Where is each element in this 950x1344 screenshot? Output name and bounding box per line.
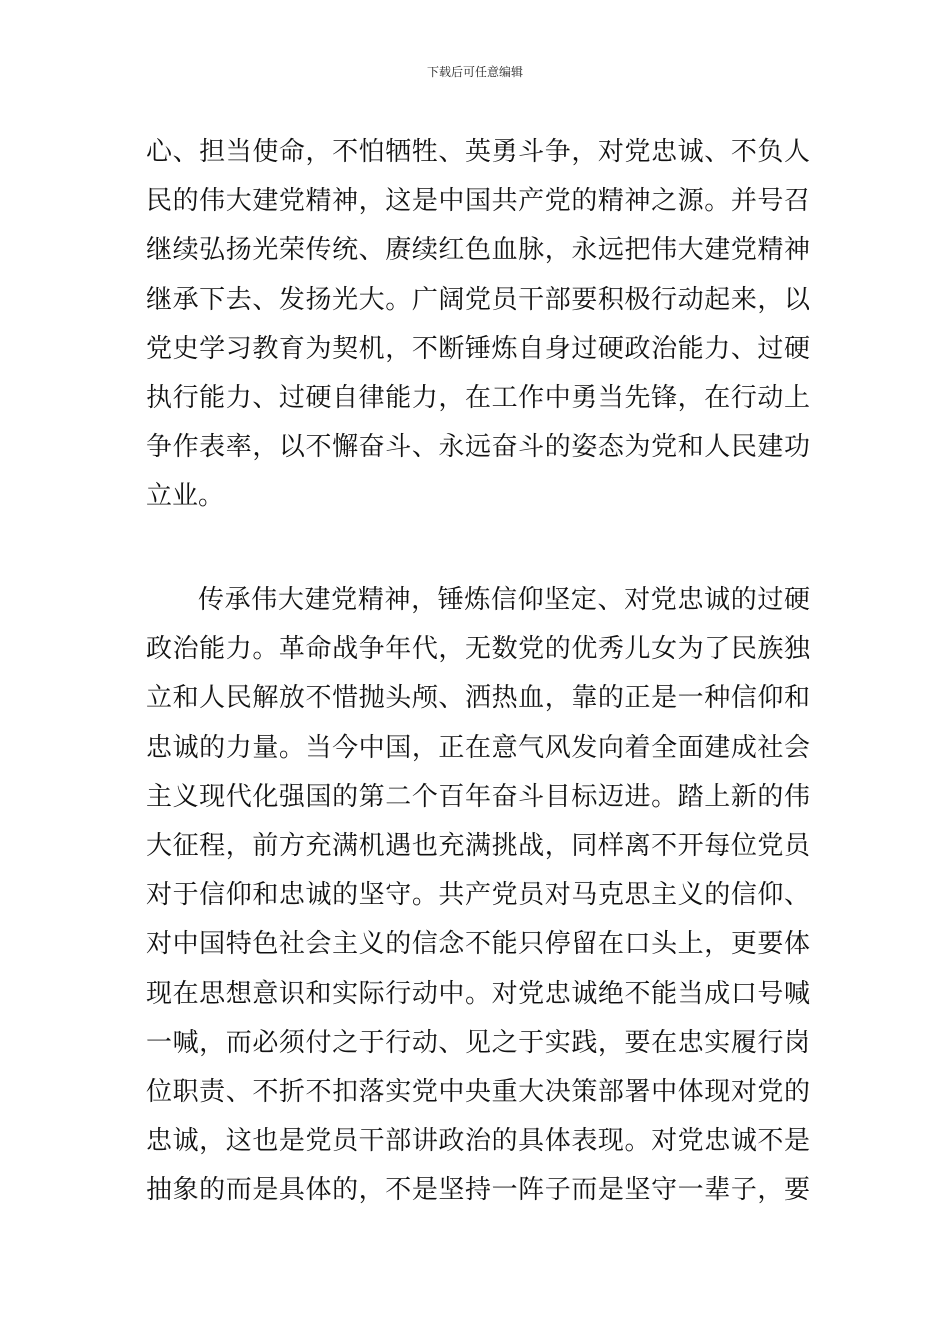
paragraph-line: 主义现代化强国的第二个百年奋斗目标迈进。踏上新的伟 bbox=[146, 781, 810, 812]
paragraph-line: 争作表率，以不懈奋斗、永远奋斗的姿态为党和人民建功 bbox=[146, 432, 810, 463]
paragraph-line: 立业。 bbox=[146, 481, 225, 512]
paragraph-line: 执行能力、过硬自律能力，在工作中勇当先锋，在行动上 bbox=[146, 382, 810, 413]
paragraph-line: 党史学习教育为契机，不断锤炼自身过硬政治能力、过硬 bbox=[146, 333, 810, 364]
paragraph-2 bbox=[146, 576, 810, 1215]
paragraph-line: 忠诚的力量。当今中国，正在意气风发向着全面建成社会 bbox=[146, 732, 810, 763]
paragraph-line: 大征程，前方充满机遇也充满挑战，同样离不开每位党员 bbox=[146, 830, 810, 861]
paragraph-line: 政治能力。革命战争年代，无数党的优秀儿女为了民族独 bbox=[146, 634, 810, 665]
paragraph-line: 心、担当使命，不怕牺牲、英勇斗争，对党忠诚、不负人 bbox=[146, 137, 810, 167]
paragraph-line: 继续弘扬光荣传统、赓续红色血脉，永远把伟大建党精神 bbox=[146, 235, 810, 266]
paragraph-line: 传承伟大建党精神，锤炼信仰坚定、对党忠诚的过硬 bbox=[198, 585, 810, 615]
paragraph-1 bbox=[146, 128, 810, 522]
paragraph-line: 立和人民解放不惜抛头颅、洒热血，靠的正是一种信仰和 bbox=[146, 683, 810, 714]
paragraph-line: 对于信仰和忠诚的坚守。共产党员对马克思主义的信仰、 bbox=[146, 880, 810, 911]
page-header: 下载后可任意编辑 bbox=[426, 65, 523, 79]
paragraph-line: 民的伟大建党精神，这是中国共产党的精神之源。并号召 bbox=[146, 186, 810, 217]
paragraph-line: 忠诚，这也是党员干部讲政治的具体表现。对党忠诚不是 bbox=[146, 1126, 810, 1157]
paragraph-line: 对中国特色社会主义的信念不能只停留在口头上，更要体 bbox=[146, 929, 810, 960]
paragraph-line: 一喊，而必须付之于行动、见之于实践，要在忠实履行岗 bbox=[146, 1027, 810, 1058]
paragraph-line: 抽象的而是具体的，不是坚持一阵子而是坚守一辈子，要 bbox=[146, 1175, 810, 1206]
paragraph-line: 继承下去、发扬光大。广阔党员干部要积极行动起来，以 bbox=[146, 284, 810, 315]
paragraph-line: 现在思想意识和实际行动中。对党忠诚绝不能当成口号喊 bbox=[146, 978, 810, 1009]
paragraph-line: 位职责、不折不扣落实党中央重大决策部署中体现对党的 bbox=[146, 1076, 810, 1107]
